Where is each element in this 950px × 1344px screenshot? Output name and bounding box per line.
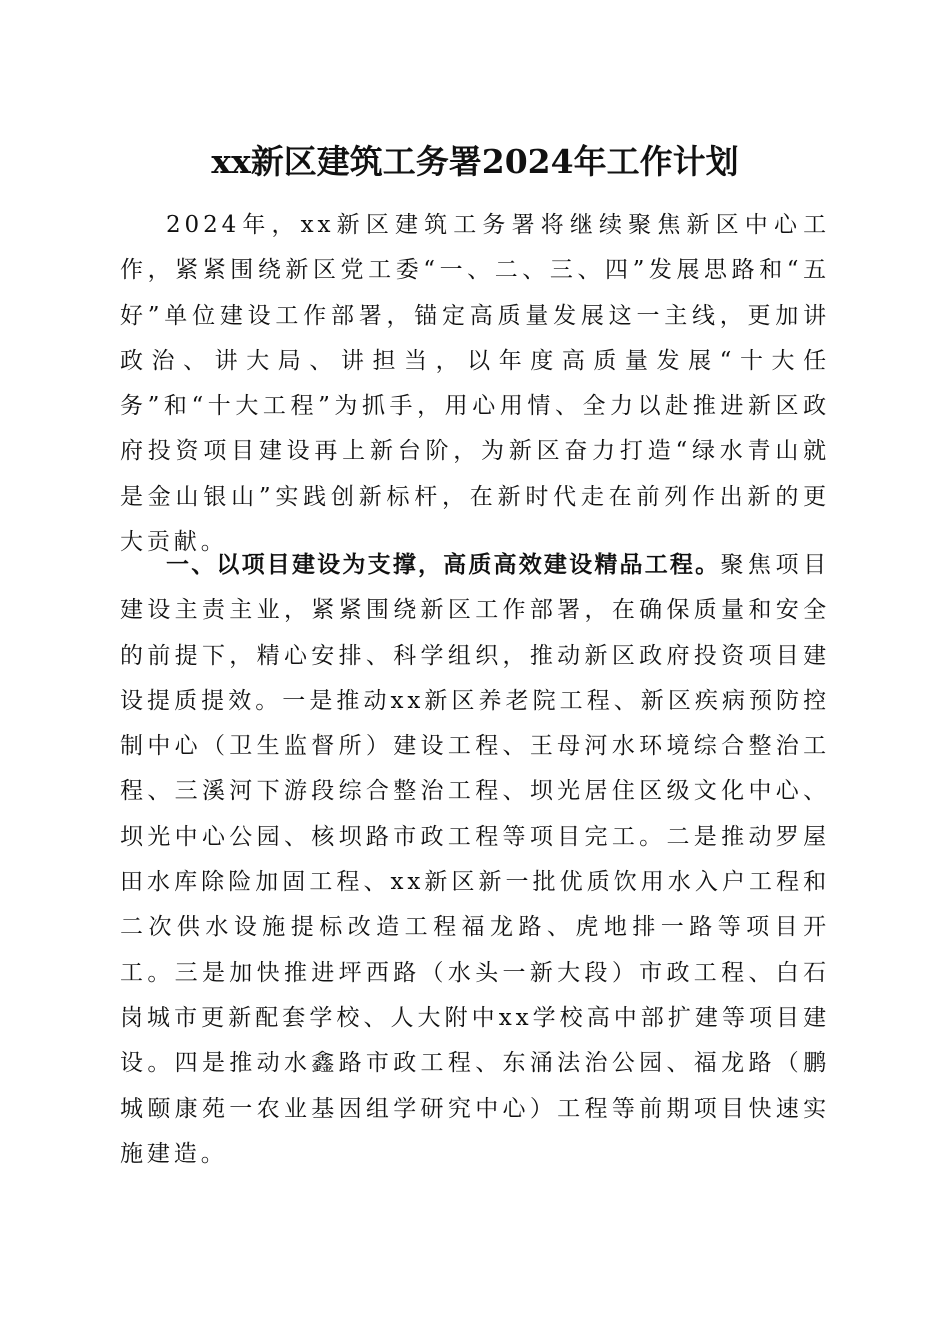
section-one-heading: 一、以项目建设为支撑，高质高效建设精品工程。 [166, 552, 721, 578]
section-one-text: 聚焦项目建设主责主业，紧紧围绕新区工作部署，在确保质量和安全的前提下，精心安排、科学组织，推动新区政府投资项目建设提质提效。一是推动xx新区养老院工程、新区疾病预防控制中心（卫生监督所）建设工程、王母河水环境综合整治工程、三溪河下游段综合整治工程、坝光居住区级文化中心、坝光中心公园、核坝路市政工程等项目完工。二是推动罗屋田水库除险加固工程、xx新区新一批优质饮用水入户工程和二次供水设施提标改造工程福龙路、虎地排一路等项目开工。三是加快推进坪西路（水头一新大段）市政工程、白石岗城市更新配套学校、人大附中xx学校高中部扩建等项目建设。四是推动水鑫路市政工程、东涌法治公园、福龙路（鹏城颐康苑一农业基因组学研究中心）工程等前期项目快速实施建造。 [120, 552, 830, 1167]
paragraph-intro [120, 203, 830, 565]
paragraph-intro-text: 2024年，xx新区建筑工务署将继续聚焦新区中心工作，紧紧围绕新区党工委“一、二、三、四”发展思路和“五好”单位建设工作部署，锚定高质量发展这一主线，更加讲政治、讲大局、讲担当，以年度高质量发展“十大任务”和“十大工程”为抓手，用心用情、全力以赴推进新区政府投资项目建设再上新台阶，为新区奋力打造“绿水青山就是金山银山”实践创新标杆，在新时代走在前列作出新的更大贡献。 [120, 212, 830, 556]
page-title: xx新区建筑工务署2024年工作计划 [211, 142, 739, 181]
paragraph-section-one [120, 543, 830, 1177]
